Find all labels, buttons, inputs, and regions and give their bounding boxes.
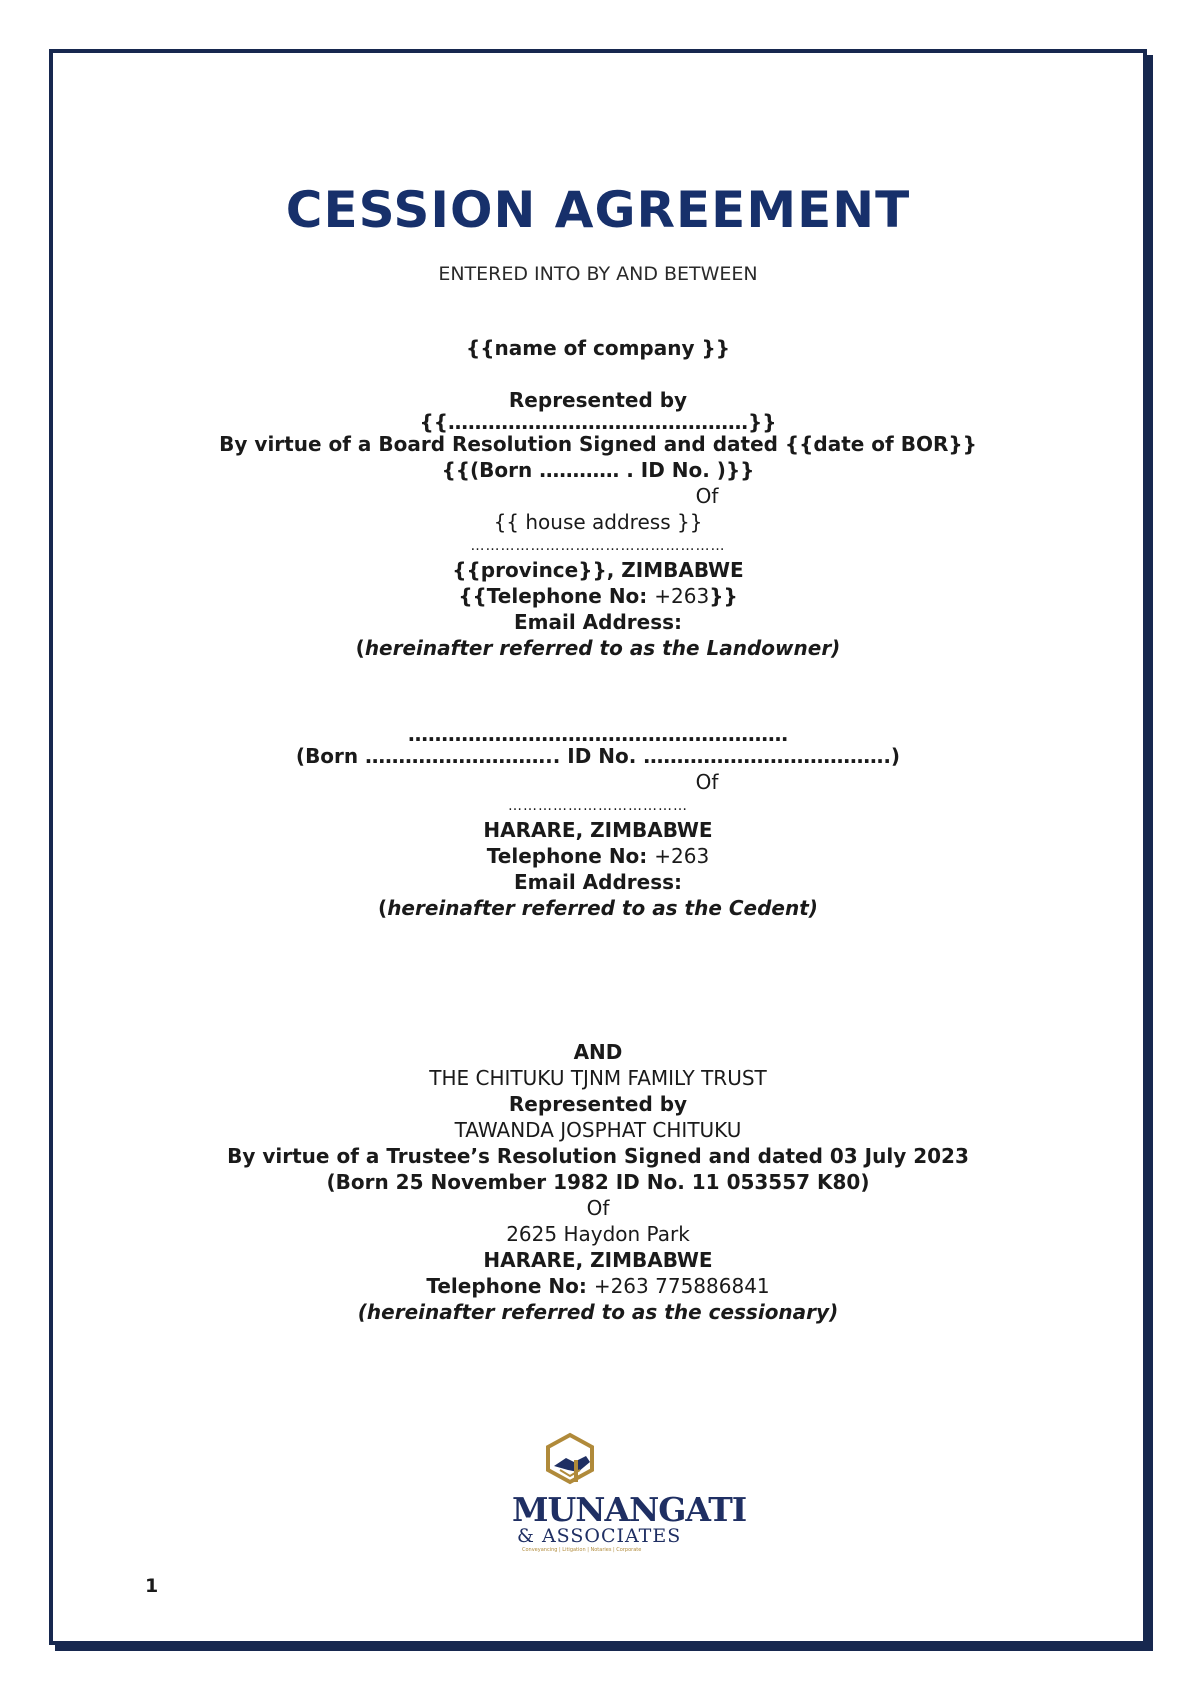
firm-logo-tagline: Conveyancing | Litigation | Notaries | Corporate — [522, 1547, 642, 1553]
referred-as-line — [53, 895, 1143, 921]
telephone-value: +263 — [654, 844, 710, 868]
trust-address: 2625 Haydon Park — [506, 1222, 690, 1246]
telephone-label: Telephone No: — [486, 844, 655, 868]
telephone-label: {{Telephone No: — [458, 584, 655, 608]
party-landowner — [53, 335, 1143, 661]
referred-as-landowner: hereinafter referred to as the Landowner) — [364, 636, 841, 660]
trustee-born-id: (Born 25 November 1982 ID No. 11 053557 K80) — [326, 1170, 870, 1194]
represented-by-label: Represented by — [508, 388, 688, 412]
and-label: AND — [573, 1040, 623, 1064]
paren-open: ( — [355, 636, 365, 660]
telephone-label: Telephone No: — [426, 1274, 594, 1298]
cedent-address-dots: ……………………………… — [508, 798, 688, 814]
paren-open: ( — [378, 896, 388, 920]
trust-telephone-line — [53, 1273, 1143, 1299]
trust-city: HARARE, ZIMBABWE — [483, 1248, 713, 1272]
company-name: {{name of company }} — [466, 336, 730, 360]
trust-representative: TAWANDA JOSPHAT CHITUKU — [454, 1118, 742, 1142]
document-title: CESSION AGREEMENT — [285, 181, 911, 239]
address-dots: …………………………………………… — [470, 538, 726, 554]
page-number: 1 — [145, 1575, 159, 1597]
of-label: Of — [695, 484, 719, 508]
referred-as-cessionary: (hereinafter referred to as the cessionary) — [357, 1300, 839, 1324]
representative-name: {{………………………………………}} — [419, 410, 777, 434]
document-subtitle: ENTERED INTO BY AND BETWEEN — [438, 263, 758, 285]
cedent-city: HARARE, ZIMBABWE — [483, 818, 713, 842]
board-resolution: By virtue of a Board Resolution Signed and dated {{date of BOR}} — [219, 432, 977, 456]
cedent-name-line: ………………………………………………… — [408, 722, 788, 746]
telephone-line — [53, 583, 1143, 609]
party-cedent — [53, 722, 1143, 921]
cedent-email-label: Email Address: — [513, 870, 683, 894]
of-label: Of — [586, 1196, 610, 1220]
house-address: {{ house address }} — [493, 510, 703, 534]
cedent-telephone-line — [53, 843, 1143, 869]
referred-as-line — [53, 635, 1143, 661]
trust-name: THE CHITUKU TJNM FAMILY TRUST — [429, 1066, 767, 1090]
province-line: {{province}}, ZIMBABWE — [452, 558, 744, 582]
telephone-value: +263 — [654, 584, 710, 608]
party-cessionary — [53, 1039, 1143, 1325]
telephone-close: }} — [709, 584, 738, 608]
firm-logo-name: MUNANGATI — [512, 1490, 747, 1529]
telephone-value: +263 775886841 — [593, 1274, 770, 1298]
cedent-born-line: (Born ……………………….. ID No. ……………………………….) — [295, 744, 901, 768]
trustee-resolution: By virtue of a Trustee’s Resolution Signed and dated 03 July 2023 — [227, 1144, 969, 1168]
email-label: Email Address: — [513, 610, 683, 634]
firm-logo-subtitle: & ASSOCIATES — [517, 1525, 682, 1547]
born-id-line: {{(Born ………… . ID No. )}} — [441, 458, 755, 482]
of-label: Of — [695, 770, 719, 794]
represented-by-label: Represented by — [508, 1092, 688, 1116]
referred-as-cedent: hereinafter referred to as the Cedent) — [387, 896, 818, 920]
